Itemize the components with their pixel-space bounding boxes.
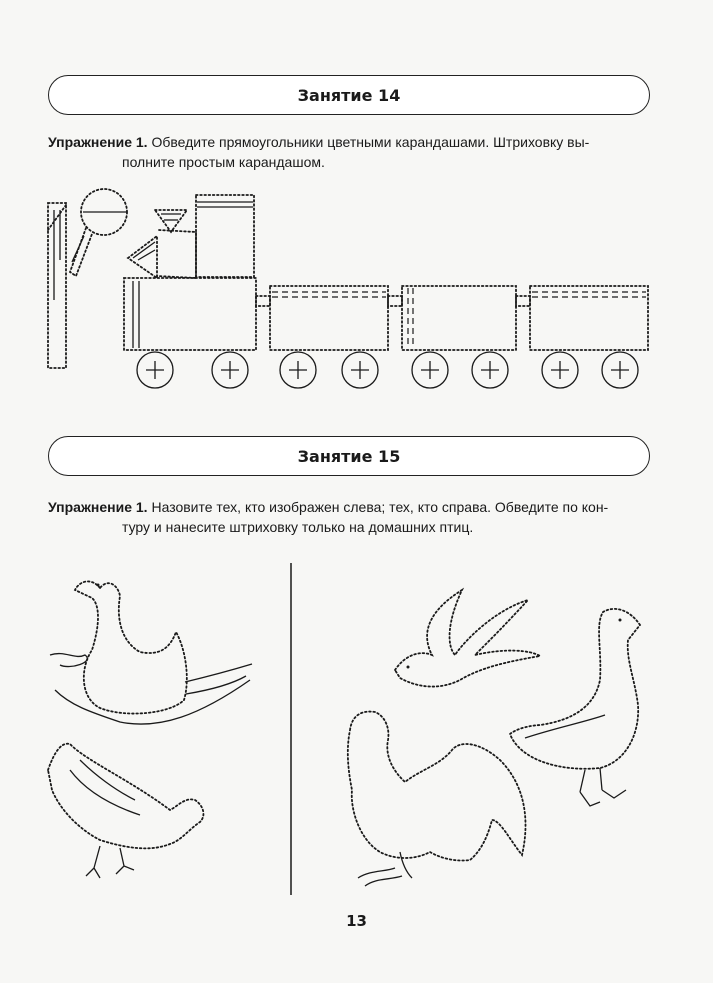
wagon-3 (530, 286, 648, 350)
page-number: 13 (346, 912, 367, 930)
lesson-14-exercise-label: Упражнение 1. (48, 134, 148, 150)
wheel (542, 352, 578, 388)
wheel (412, 352, 448, 388)
lesson-15-exercise (48, 497, 658, 537)
coupler-3 (516, 296, 530, 306)
lesson-14-title-text: Занятие 14 (297, 85, 401, 105)
birds-drawing (0, 555, 713, 905)
lesson-15-title-text: Занятие 15 (297, 446, 401, 466)
coupler-1 (256, 296, 270, 306)
wheel (137, 352, 173, 388)
lesson-14-exercise-text-2: полните простым карандашом. (122, 154, 325, 170)
lesson-15-title (48, 436, 650, 476)
rooster-outline (348, 712, 526, 886)
lesson-15-exercise-text-1: Назовите тех, кто изображен слева; тех, кто справа. Обведите по кон- (151, 499, 609, 515)
coupler-2 (388, 296, 402, 306)
hen-outline (48, 744, 203, 878)
wheel (602, 352, 638, 388)
lesson-14-exercise-text-1: Обведите прямоугольники цветными карандашами. Штриховку вы- (151, 134, 590, 150)
train-drawing (0, 185, 713, 400)
swimming-goose-outline (50, 581, 252, 724)
lesson-14-exercise (48, 132, 658, 172)
wagon-1 (270, 286, 388, 350)
locomotive-cabin (196, 195, 254, 277)
wheel (212, 352, 248, 388)
locomotive-chimney (128, 210, 196, 278)
locomotive-body (124, 278, 256, 350)
goose-outline (510, 609, 640, 806)
swallow-outline (395, 590, 540, 687)
lesson-15-exercise-label: Упражнение 1. (48, 499, 148, 515)
wheels (137, 352, 638, 388)
wagon-2 (402, 286, 516, 350)
wheel (280, 352, 316, 388)
semaphore-signal (70, 189, 127, 276)
semaphore-post (48, 203, 66, 368)
lesson-15-exercise-text-2: туру и нанесите штриховку только на домашних птиц. (122, 519, 474, 535)
wheel (342, 352, 378, 388)
wheel (472, 352, 508, 388)
lesson-14-title (48, 75, 650, 115)
